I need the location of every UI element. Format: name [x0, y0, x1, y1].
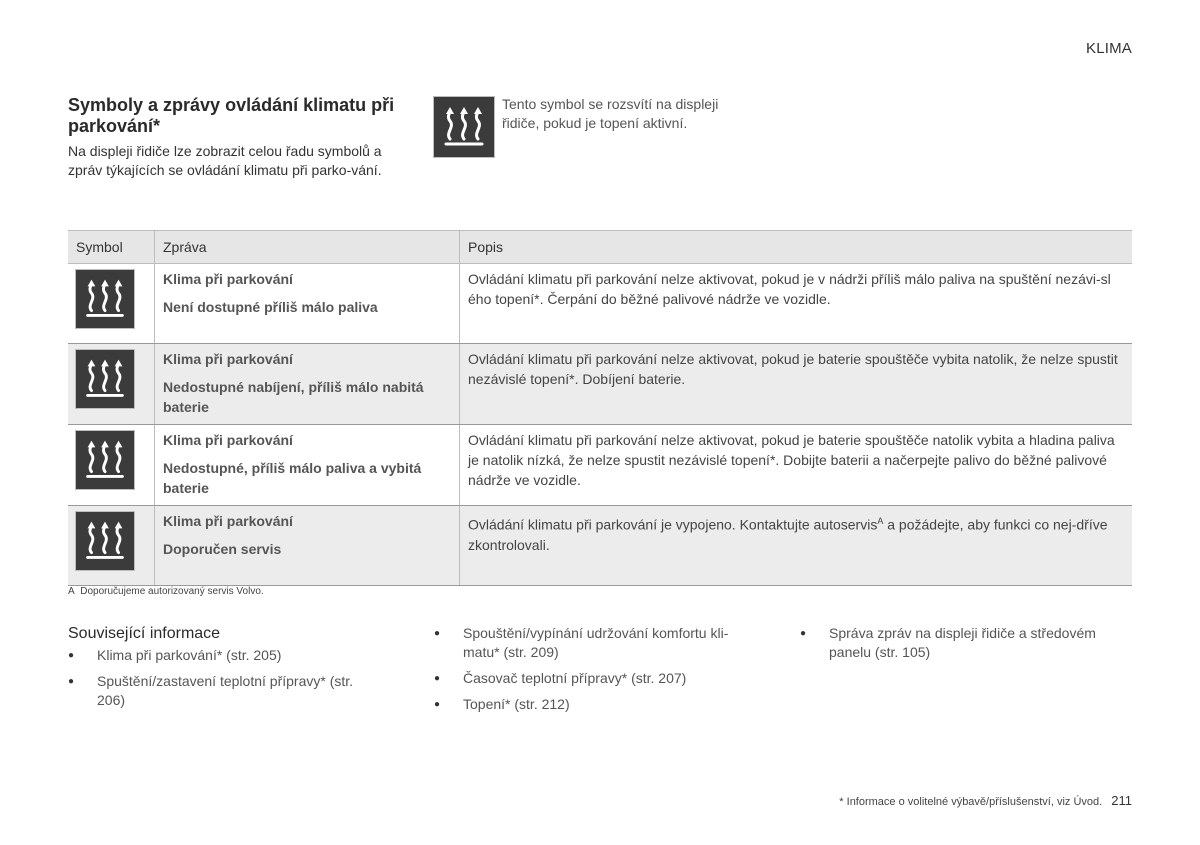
parking-heater-icon	[434, 97, 494, 157]
description-text-continued: a požádejte, aby funkci co nej-dříve zkontrolovali.	[468, 516, 1108, 553]
messages-table	[68, 230, 1132, 586]
footnote-marker: A	[877, 516, 884, 526]
parking-heater-icon	[76, 350, 134, 408]
description-cell: Ovládání klimatu při parkování nelze aktivovat, pokud je v nádrži příliš málo paliva na spuštění nezávi-sl​ého topení*. Čerpání do běžné palivové nádrže ve vozidle.	[460, 264, 1133, 344]
description-cell	[460, 506, 1133, 586]
message-detail: Nedostupné nabíjení, příliš málo nabitá baterie	[163, 379, 424, 415]
related-link[interactable]: ● Správa zpráv na displeji řidiče a středovém panelu (str. 105)	[800, 624, 1130, 662]
footnote-text: Doporučujeme autorizovaný servis Volvo.	[80, 586, 264, 597]
col-header-symbol: Symbol	[68, 231, 155, 264]
symbol-note-text: Tento symbol se rozsvítí na displeji řidiče, pokud je topení aktivní.	[502, 96, 719, 131]
message-detail: Nedostupné, příliš málo paliva a vybitá baterie	[163, 460, 422, 496]
page-footer	[839, 793, 1132, 808]
message-cell	[155, 506, 460, 586]
section-header: KLIMA	[1085, 40, 1132, 57]
related-link[interactable]: ● Časovač teplotní přípravy* (str. 207)	[434, 669, 754, 688]
message-cell	[155, 264, 460, 344]
symbol-cell	[68, 344, 155, 425]
parking-heater-icon	[76, 512, 134, 570]
related-link[interactable]: ● Topení* (str. 212)	[434, 695, 754, 714]
table-row	[68, 506, 1132, 586]
message-detail: Není dostupné příliš málo paliva	[163, 299, 378, 315]
message-title: Klima při parkování	[163, 432, 293, 448]
table-row	[68, 344, 1132, 425]
description-cell: Ovládání klimatu při parkování nelze aktivovat, pokud je baterie spouštěče natolik vybita a hladina paliva je natolik nízká, že nelze spustit nezávislé topení*. Dobijte baterii a načerpejte palivo do běžné palivové nádrže ve vozidle.	[460, 425, 1133, 506]
page-title: Symboly a zprávy ovládání klimatu při parkování*	[68, 95, 395, 136]
parking-heater-icon	[76, 431, 134, 489]
table-header-row	[68, 231, 1132, 264]
symbol-cell	[68, 264, 155, 344]
col-header-message: Zpráva	[155, 231, 460, 264]
related-link[interactable]: ● Spuštění/zastavení teplotní přípravy* (str. 206)	[68, 672, 368, 710]
symbol-cell	[68, 506, 155, 586]
message-title: Klima při parkování	[163, 271, 293, 287]
table-row	[68, 264, 1132, 344]
related-link[interactable]: ● Klima při parkování* (str. 205)	[68, 646, 368, 665]
optional-equipment-note: * Informace o volitelné výbavě/příslušenství, viz Úvod.	[839, 796, 1103, 808]
table-row	[68, 425, 1132, 506]
related-list-col2	[434, 624, 754, 721]
related-list-col3	[800, 624, 1130, 669]
description-cell: Ovládání klimatu při parkování nelze aktivovat, pokud je baterie spouštěče vybita natolik, že nelze spustit nezávislé topení*. Dobíjení baterie.	[460, 344, 1133, 425]
symbol-note-icon-wrap	[434, 97, 494, 157]
description-text: Ovládání klimatu při parkování je vypojeno. Kontaktujte autoservis	[468, 516, 878, 533]
related-list-col1	[68, 646, 368, 717]
message-detail: Doporučen servis	[163, 541, 282, 557]
page-number: 211	[1111, 793, 1132, 808]
related-link[interactable]: ● Spouštění/vypínání udržování komfortu kli-matu* (str. 209)	[434, 624, 754, 662]
symbol-cell	[68, 425, 155, 506]
intro-text: Na displeji řidiče lze zobrazit celou řadu symbolů a zpráv týkajících se ovládání klimatu při parko-vání.	[68, 143, 382, 178]
message-title: Klima při parkování	[163, 513, 293, 529]
col-header-description: Popis	[460, 231, 1133, 264]
table-footnote	[68, 586, 264, 597]
message-cell	[155, 344, 460, 425]
parking-heater-icon	[76, 270, 134, 328]
message-cell	[155, 425, 460, 506]
related-info-heading: Související informace	[68, 625, 221, 642]
footnote-marker: A	[68, 586, 75, 597]
message-title: Klima při parkování	[163, 351, 293, 367]
